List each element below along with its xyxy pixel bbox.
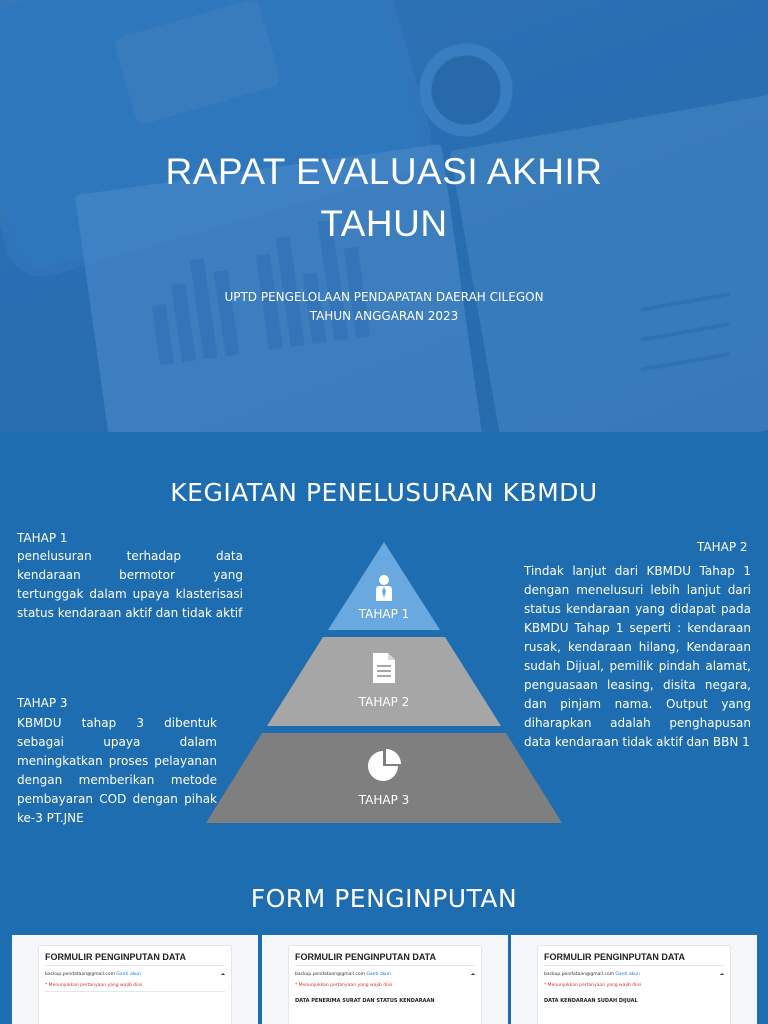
form-account-row [544,972,724,977]
required-note: * Menunjukkan pertanyaan yang wajib diisi [544,983,642,988]
stage1-heading: TAHAP 1 [17,531,68,545]
form-panel [288,945,482,1024]
required-note: * Menunjukkan pertanyaan yang wajib diisi [295,983,393,988]
form-divider [45,965,225,966]
cloud-icon: ☁ [470,972,475,977]
form-divider [295,965,475,966]
slide-subtitle [0,288,768,326]
form-slide-title: FORM PENGINPUTAN [250,884,518,913]
slide-title-line1: RAPAT EVALUASI AKHIR [165,151,603,192]
switch-account-link[interactable]: Ganti akun [116,972,141,977]
form-email: backup.pendataan@gmail.com [544,972,614,977]
document-icon [372,652,396,684]
form-section-title: DATA KENDARAAN SUDAH DIJUAL [544,998,638,1004]
form-title: FORMULIR PENGINPUTAN DATA [45,952,186,962]
person-icon [374,574,394,602]
slide-title [0,146,768,250]
form-divider [544,965,724,966]
required-note: * Menunjukkan pertanyaan yang wajib diisi [45,983,143,988]
pyramid-label-2: TAHAP 2 [358,695,410,709]
form-divider [45,991,225,992]
stage1-text: penelusuran terhadap data kendaraan bermotor yang tertunggak dalam upaya klasterisasi status kendaraan aktif dan tidak aktif [17,549,243,620]
stage2-heading: TAHAP 2 [697,540,748,554]
switch-account-link[interactable]: Ganti akun [615,972,640,977]
form-panel [38,945,232,1024]
subtitle-line1: UPTD PENGELOLAAN PENDAPATAN DAERAH CILEGON [224,290,544,304]
form-screenshot-1 [12,935,258,1024]
kbmdu-slide-title: KEGIATAN PENELUSURAN KBMDU [170,478,598,507]
cloud-icon: ☁ [719,972,724,977]
form-account-row [45,972,225,977]
switch-account-link[interactable]: Ganti akun [366,972,391,977]
slide-title-line2: TAHUN [320,203,448,244]
pyramid-label-3: TAHAP 3 [358,793,410,807]
form-title: FORMULIR PENGINPUTAN DATA [544,952,685,962]
pie-chart-icon [366,748,402,784]
form-section-title: DATA PENERIMA SURAT DAN STATUS KENDARAAN [295,998,435,1004]
stage3-heading: TAHAP 3 [17,696,68,710]
form-email: backup.pendataan@gmail.com [45,972,115,977]
form-panel [537,945,731,1024]
kbmdu-slide [0,434,768,866]
pyramid-label-1: TAHAP 1 [358,607,410,621]
stage2-text: Tindak lanjut dari KBMDU Tahap 1 dengan menelusuri lebih lanjut dari status kendaraan yang didapat pada KBMDU Tahap 1 seperti : kendaraan rusak, kendaraan hilang, Kendaraan sudah Dijual, pemilik pindah alamat, penguasaan leasing, disita negara, dan pinjam nama. Output yang diharapkan adalah penghapusan data kendaraan tidak aktif dan BBN 1 [524,564,751,749]
form-screenshot-3 [511,935,757,1024]
form-screenshot-2 [262,935,508,1024]
form-email: backup.pendataan@gmail.com [295,972,365,977]
form-slide [0,868,768,1024]
form-title: FORMULIR PENGINPUTAN DATA [295,952,436,962]
subtitle-line2: TAHUN ANGGARAN 2023 [309,309,459,323]
title-slide [0,0,768,432]
form-account-row [295,972,475,977]
stage3-text: KBMDU tahap 3 dibentuk sebagai upaya dalam meningkatkan proses pelayanan dengan memberikan metode pembayaran COD dengan pihak ke-3 PT.JNE [17,716,217,825]
cloud-icon: ☁ [220,972,225,977]
